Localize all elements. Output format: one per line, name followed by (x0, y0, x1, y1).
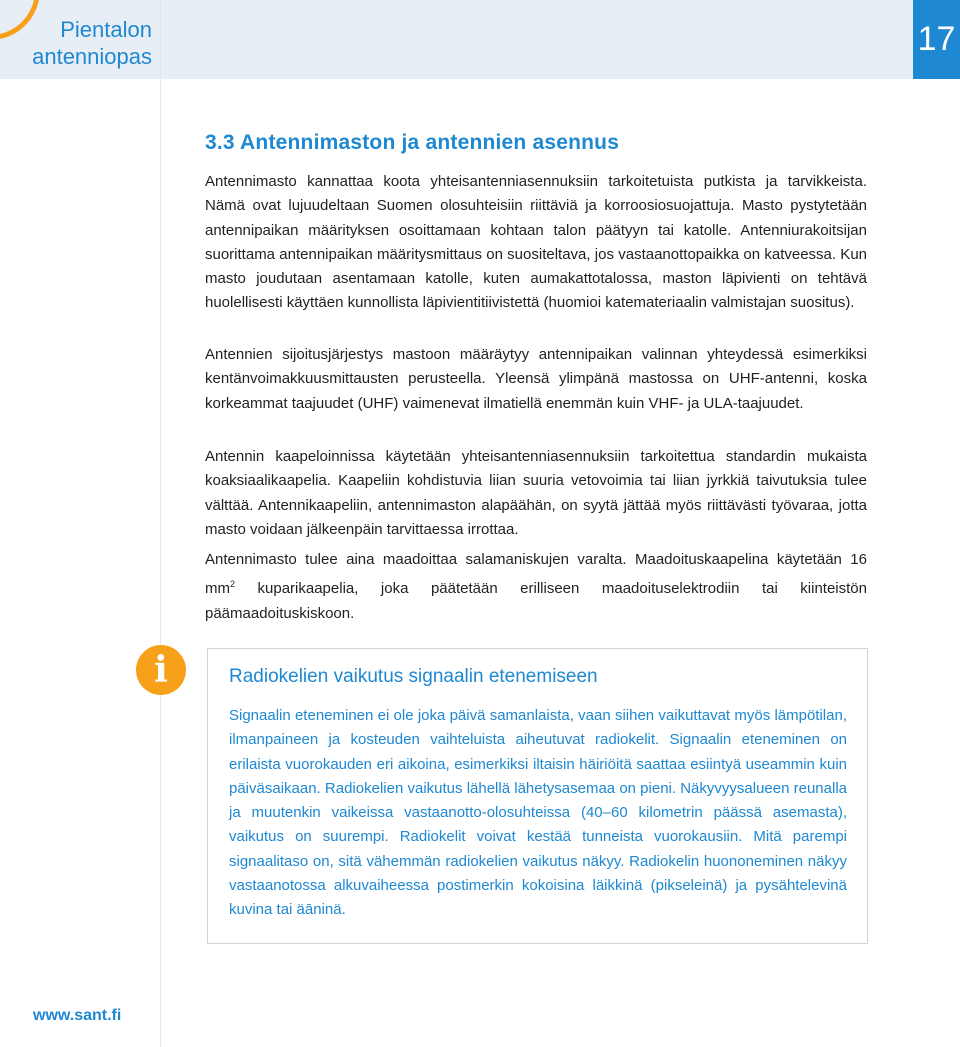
grounding-text-end: kuparikaapelia, joka päätetään erilliseen maadoituselektrodiin tai kiinteistön päämaadoituskiskoon. (205, 580, 867, 622)
document-title-line1: Pientalon (60, 17, 152, 42)
vertical-divider (160, 0, 161, 1047)
page-number: 17 (913, 0, 960, 79)
document-title-line2: antenniopas (32, 44, 152, 69)
document-title (22, 16, 152, 70)
footer-url[interactable]: www.sant.fi (33, 1007, 122, 1024)
paragraph-mast-installation: Antennimasto kannattaa koota yhteisantenniasennuksiin tarkoitetuista putkista ja tarvikkeista. Nämä ovat lujuudeltaan Suomen olosuhteisiin riittäviä ja korroosiosuojattuja. Masto pystytetään antennipaikan määrityksen osoittamaan kohtaan talon päätyyn tai katolle. Antenniurakoitsijan suorittama antennipaikan määritysmittaus on suositeltava, jos vastaanottopaikka on katveessa. Kun masto joudutaan asentamaan katolle, kuten aumakattotalossa, maston läpivienti on tehtävä huolellisesti käyttäen kunnollista läpivientitiivistettä (huomioi katemateriaalin valmistajan suositus). (205, 173, 867, 312)
superscript-2: 2 (230, 579, 236, 590)
info-box-text: Signaalin eteneminen ei ole joka päivä samanlaista, vaan siihen vaikuttavat myös lämpötilan, ilmanpaineen ja kosteuden vaihteluista aiheutuvat radiokelit. Signaalin eteneminen on erilaista vuorokauden eri aikoina, esimerkiksi iltaisin häiriöitä saattaa esiintyä useammin kuin päiväsaikaan. Radiokelien vaikutus lähellä lähetysasemaa on pieni. Näkyvyysalueen reunalla ja muutenkin vaikeissa vastaanotto-olosuhteissa (40–60 kilometrin päässä asemasta), vaikutus on suurempi. Radiokelit voivat kestää tunneista vuorokausiin. Mitä parempi signaalitaso on, sitä vähemmän radiokelien vaikutus näkyy. Radiokelin huononeminen näkyy vastaanotossa alkuvaiheessa postimerkin kokoisina läikkinä (pikseleinä) ja pysähtelevinä kuvina tai äāninä. (229, 707, 847, 919)
grounding-text-start: Antennimasto tulee aina maadoittaa salamaniskujen varalta. Maadoituskaapelina käytetään 16 mm (205, 551, 867, 598)
paragraph-cabling: Antennin kaapeloinnissa käytetään yhteisantenniasennuksiin tarkoitettua standardin mukaista koaksiaalikaapelia. Kaapeliin kohdistuvia liian suuria vetovoimia tai liian jyrkkiä taivutuksia tulee välttää. Antennikaapeliin, antennimaston alapäähän, on syytä jättää myös riittävästi työvaraa, jotta masto voidaan jälkeenpäin tarvittaessa irrottaa. (205, 448, 867, 538)
info-icon (136, 645, 186, 695)
paragraph-grounding (205, 548, 867, 626)
section-heading: 3.3 Antennimaston ja antennien asennus (205, 131, 620, 154)
info-box-title: Radiokelien vaikutus signaalin etenemiseen (229, 666, 598, 687)
paragraph-antenna-order: Antennien sijoitusjärjestys mastoon määräytyy antennipaikan valinnan yhteydessä esimerkiksi kentänvoimakkuusmittausten perusteella. Yleensä ylimpänä mastossa on UHF-antenni, koska korkeammat taajuudet (UHF) vaimenevat ilmatiellä enemmän kuin VHF- ja ULA-taajuudet. (205, 346, 867, 412)
info-icon-glyph: i (154, 649, 168, 691)
